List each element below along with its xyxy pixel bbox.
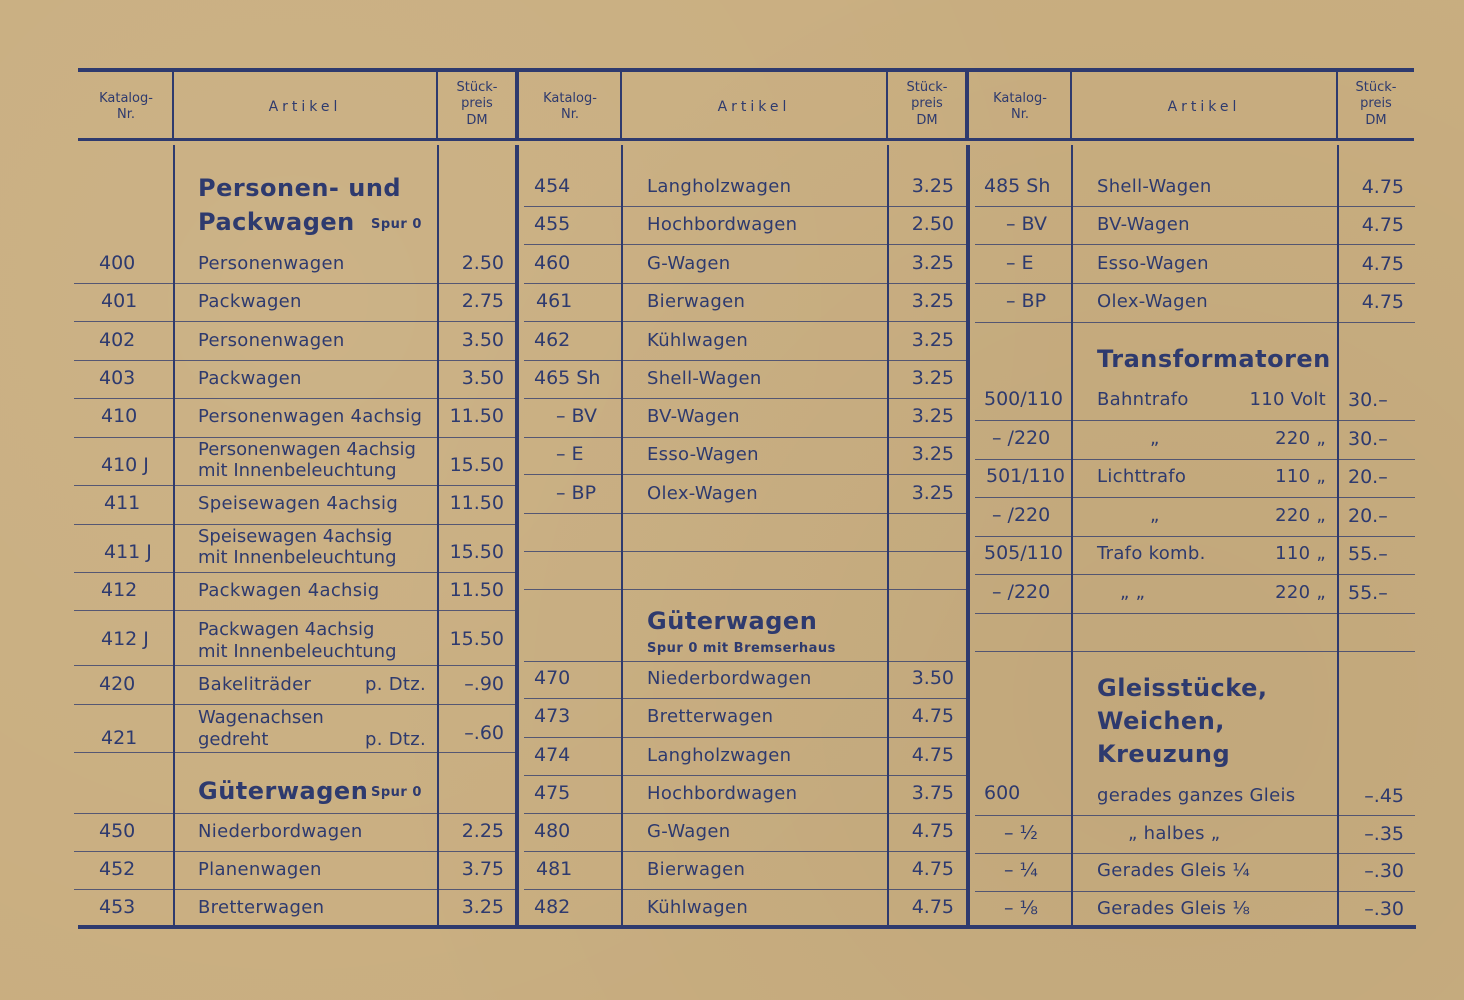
c1-art-403: Packwagen — [198, 368, 302, 389]
c2-nr-482: 482 — [534, 896, 571, 918]
c2-preis-482: 4.75 — [911, 896, 954, 918]
c1-nr-412j: 412 J — [101, 628, 149, 650]
c3-art-600-eighth: Gerades Gleis ⅛ — [1097, 898, 1251, 919]
c1-art-420: Bakeliträder — [198, 674, 312, 695]
c1-art-400: Personenwagen — [198, 253, 345, 274]
c3-spec-501-110: 110 „ — [1275, 466, 1326, 487]
c2-nr-465sh: 465 Sh — [534, 367, 601, 389]
heading-gleisstuecke: Gleisstücke, — [1097, 674, 1268, 702]
c3-spec-501-220: 220 „ — [1275, 505, 1326, 526]
c3-nr-505-220: – /220 — [992, 581, 1051, 603]
vrule-c3-price — [1336, 72, 1338, 138]
heading-gueterwagen-c1-spur: Spur 0 — [371, 785, 422, 800]
c1-nr-400: 400 — [99, 252, 136, 274]
c3-art-485sh: Shell-Wagen — [1097, 176, 1212, 197]
c1-preis-411j: 15.50 — [449, 541, 504, 563]
vrule-c2-art-body — [621, 145, 623, 925]
vrule-c3-art — [1070, 72, 1072, 138]
c3-nr-600-half: – ½ — [1004, 822, 1038, 844]
c1-nr-402: 402 — [99, 329, 136, 351]
c1-nr-411: 411 — [104, 492, 141, 514]
c2-preis-473: 4.75 — [911, 705, 954, 727]
c1-unit-421: p. Dtz. — [365, 729, 427, 750]
vrule-col-sep1 — [515, 72, 519, 138]
c1-art-450: Niederbordwagen — [198, 821, 363, 842]
c2-art-470: Niederbordwagen — [647, 668, 812, 689]
vrule-c1-price-body — [437, 145, 439, 925]
c2-art-465bp: Olex-Wagen — [647, 483, 758, 504]
c1-art-411j-l1: Speisewagen 4achsig — [198, 526, 393, 547]
c3-art-485e: Esso-Wagen — [1097, 253, 1209, 274]
c3-nr-505-110: 505/110 — [984, 542, 1063, 564]
c1-nr-452: 452 — [99, 858, 136, 880]
c2-nr-474: 474 — [534, 744, 571, 766]
c3-preis-485e: 4.75 — [1361, 253, 1404, 275]
c1-preis-410j: 15.50 — [449, 454, 504, 476]
c2-art-454: Langholzwagen — [647, 176, 792, 197]
c2-art-460: G-Wagen — [647, 253, 731, 274]
c2-nr-465bp: – BP — [556, 482, 597, 504]
header-preis-2: Stück- preis DM — [906, 80, 948, 128]
c3-nr-600-quarter: – ¼ — [1004, 859, 1038, 881]
c2-preis-474: 4.75 — [911, 744, 954, 766]
c2-art-465sh: Shell-Wagen — [647, 368, 762, 389]
c2-art-482: Kühlwagen — [647, 897, 749, 918]
c3-preis-505-110: 55.– — [1348, 543, 1388, 565]
c3-preis-501-220: 20.– — [1348, 505, 1388, 527]
c3-art-600-half: „ halbes „ — [1128, 823, 1221, 844]
c1-preis-412: 11.50 — [449, 579, 504, 601]
c1-art-410j-l2: mit Innenbeleuchtung — [198, 460, 397, 481]
vrule-c3-art-body — [1071, 145, 1073, 925]
c3-art-501-110: Lichttrafo — [1097, 466, 1187, 487]
c3-art-501-220: „ — [1150, 505, 1160, 526]
c1-nr-410: 410 — [101, 405, 138, 427]
c3-spec-505-110: 110 „ — [1275, 543, 1326, 564]
c1-nr-403: 403 — [99, 367, 136, 389]
c3-nr-600-eighth: – ⅛ — [1004, 897, 1038, 919]
c2-preis-454: 3.25 — [911, 175, 954, 197]
c1-nr-421: 421 — [101, 727, 138, 749]
header-katalog-2: Katalog- Nr. — [543, 91, 597, 123]
c1-preis-411: 11.50 — [449, 492, 504, 514]
c1-art-410j-l1: Personenwagen 4achsig — [198, 439, 416, 460]
c3-nr-600: 600 — [984, 782, 1021, 804]
c3-spec-500-220: 220 „ — [1275, 428, 1326, 449]
c1-art-411: Speisewagen 4achsig — [198, 493, 399, 514]
vrule-col-sep1-body — [515, 145, 519, 925]
header-katalog-1: Katalog- Nr. — [99, 91, 153, 123]
c2-preis-475: 3.75 — [911, 782, 954, 804]
heading-gueterwagen-c2: Güterwagen — [647, 607, 818, 635]
c1-art-421-l1: Wagenachsen — [198, 707, 324, 728]
c1-nr-411j: 411 J — [104, 541, 152, 563]
c3-art-600-quarter: Gerades Gleis ¼ — [1097, 860, 1251, 881]
c1-preis-453: 3.25 — [461, 896, 504, 918]
vrule-c1-art-body — [173, 145, 175, 925]
c2-art-465e: Esso-Wagen — [647, 444, 759, 465]
c2-preis-462: 3.25 — [911, 329, 954, 351]
c1-preis-400: 2.50 — [461, 252, 504, 274]
c3-preis-600: –.45 — [1364, 785, 1404, 807]
c1-art-412: Packwagen 4achsig — [198, 580, 380, 601]
c2-art-462: Kühlwagen — [647, 330, 749, 351]
c2-nr-454: 454 — [534, 175, 571, 197]
header-preis-3: Stück- preis DM — [1355, 80, 1397, 128]
c3-nr-500-220: – /220 — [992, 427, 1051, 449]
c3-art-500-220: „ — [1150, 428, 1160, 449]
header-preis-1: Stück- preis DM — [456, 80, 498, 128]
c1-preis-403: 3.50 — [461, 367, 504, 389]
c2-preis-480: 4.75 — [911, 820, 954, 842]
c2-nr-480: 480 — [534, 820, 571, 842]
c3-art-600: gerades ganzes Gleis — [1097, 785, 1296, 806]
heading-kreuzung: Kreuzung — [1097, 740, 1231, 768]
vrule-c2-price — [886, 72, 888, 138]
c2-nr-465bv: – BV — [556, 405, 597, 427]
c3-art-485bp: Olex-Wagen — [1097, 291, 1208, 312]
c2-art-475: Hochbordwagen — [647, 783, 798, 804]
c3-nr-501-220: – /220 — [992, 504, 1051, 526]
c1-art-421-l2: gedreht — [198, 729, 269, 750]
c2-preis-465e: 3.25 — [911, 443, 954, 465]
c1-nr-420: 420 — [99, 673, 136, 695]
vrule-c3-price-body — [1337, 145, 1339, 925]
heading-personen-und: Personen- und — [198, 174, 402, 202]
vrule-c1-art — [172, 72, 174, 138]
c2-nr-461: 461 — [536, 290, 573, 312]
c3-nr-485sh: 485 Sh — [984, 175, 1051, 197]
c2-nr-473: 473 — [534, 705, 571, 727]
c3-nr-501-110: 501/110 — [986, 465, 1065, 487]
c1-art-411j-l2: mit Innenbeleuchtung — [198, 547, 397, 568]
c3-nr-500-110: 500/110 — [984, 388, 1063, 410]
c2-art-481: Bierwagen — [647, 859, 746, 880]
c1-art-453: Bretterwagen — [198, 897, 325, 918]
c1-preis-402: 3.50 — [461, 329, 504, 351]
header-katalog-3: Katalog- Nr. — [993, 91, 1047, 123]
heading-transformatoren: Transformatoren — [1097, 345, 1331, 373]
c1-preis-450: 2.25 — [461, 820, 504, 842]
c3-preis-600-eighth: –.30 — [1364, 898, 1404, 920]
c1-art-412j-l1: Packwagen 4achsig — [198, 619, 375, 640]
c2-nr-455: 455 — [534, 213, 571, 235]
c1-art-401: Packwagen — [198, 291, 302, 312]
vrule-col-sep2-body — [966, 145, 970, 925]
c3-nr-485bv: – BV — [1006, 213, 1047, 235]
c2-preis-465sh: 3.25 — [911, 367, 954, 389]
c2-art-474: Langholzwagen — [647, 745, 792, 766]
c3-art-505-110: Trafo komb. — [1097, 543, 1206, 564]
c3-preis-505-220: 55.– — [1348, 582, 1388, 604]
heading-weichen: Weichen, — [1097, 707, 1225, 735]
c2-preis-455: 2.50 — [911, 213, 954, 235]
vrule-c2-art — [620, 72, 622, 138]
c2-preis-481: 4.75 — [911, 858, 954, 880]
c2-art-465bv: BV-Wagen — [647, 406, 740, 427]
c1-nr-453: 453 — [99, 896, 136, 918]
c1-nr-410j: 410 J — [101, 454, 149, 476]
c3-nr-485bp: – BP — [1006, 290, 1047, 312]
heading-gueterwagen-c1: Güterwagen — [198, 777, 369, 805]
heading-packwagen-spur: Spur 0 — [371, 217, 422, 232]
c1-nr-401: 401 — [101, 290, 138, 312]
c1-preis-412j: 15.50 — [449, 628, 504, 650]
c3-preis-485sh: 4.75 — [1361, 176, 1404, 198]
c3-spec-500-110: 110 Volt — [1249, 389, 1326, 410]
top-rule — [78, 68, 1414, 72]
bottom-rule — [78, 925, 1416, 929]
c1-art-452: Planenwagen — [198, 859, 322, 880]
c1-nr-450: 450 — [99, 820, 136, 842]
vrule-c2-price-body — [887, 145, 889, 925]
c2-art-455: Hochbordwagen — [647, 214, 798, 235]
c1-art-410: Personenwagen 4achsig — [198, 406, 423, 427]
heading-packwagen: Packwagen — [198, 208, 355, 236]
c3-preis-501-110: 20.– — [1348, 466, 1388, 488]
c3-preis-600-half: –.35 — [1364, 823, 1404, 845]
c3-spec-505-220: 220 „ — [1275, 582, 1326, 603]
c1-preis-401: 2.75 — [461, 290, 504, 312]
c2-nr-481: 481 — [536, 858, 573, 880]
c3-art-500-110: Bahntrafo — [1097, 389, 1189, 410]
c2-preis-465bp: 3.25 — [911, 482, 954, 504]
c3-nr-485e: – E — [1006, 252, 1034, 274]
c1-nr-412: 412 — [101, 579, 138, 601]
c3-preis-500-110: 30.– — [1348, 389, 1388, 411]
c2-preis-460: 3.25 — [911, 252, 954, 274]
c3-preis-485bp: 4.75 — [1361, 291, 1404, 313]
heading-gueterwagen-c2-sub: Spur 0 mit Bremserhaus — [647, 641, 836, 656]
c2-art-480: G-Wagen — [647, 821, 731, 842]
c2-nr-462: 462 — [534, 329, 571, 351]
c3-art-505-220: „ „ — [1120, 582, 1146, 603]
c2-preis-465bv: 3.25 — [911, 405, 954, 427]
header-artikel-1: Artikel — [268, 99, 342, 115]
vrule-col-sep2 — [965, 72, 969, 138]
c3-art-485bv: BV-Wagen — [1097, 214, 1190, 235]
vrule-c1-price — [436, 72, 438, 138]
c2-nr-460: 460 — [534, 252, 571, 274]
c3-preis-500-220: 30.– — [1348, 428, 1388, 450]
c2-preis-461: 3.25 — [911, 290, 954, 312]
c1-preis-410: 11.50 — [449, 405, 504, 427]
c2-nr-470: 470 — [534, 667, 571, 689]
c2-art-461: Bierwagen — [647, 291, 746, 312]
c1-art-402: Personenwagen — [198, 330, 345, 351]
c2-art-473: Bretterwagen — [647, 706, 774, 727]
header-rule — [78, 138, 1414, 141]
c2-nr-475: 475 — [534, 782, 571, 804]
c1-preis-420: –.90 — [464, 673, 504, 695]
c3-preis-600-quarter: –.30 — [1364, 860, 1404, 882]
header-artikel-2: Artikel — [717, 99, 791, 115]
c2-preis-470: 3.50 — [911, 667, 954, 689]
c1-preis-421: –.60 — [464, 722, 504, 744]
c1-art-412j-l2: mit Innenbeleuchtung — [198, 641, 397, 662]
c1-unit-420: p. Dtz. — [365, 674, 427, 695]
c2-nr-465e: – E — [556, 443, 584, 465]
c1-preis-452: 3.75 — [461, 858, 504, 880]
c3-preis-485bv: 4.75 — [1361, 214, 1404, 236]
header-artikel-3: Artikel — [1167, 99, 1241, 115]
